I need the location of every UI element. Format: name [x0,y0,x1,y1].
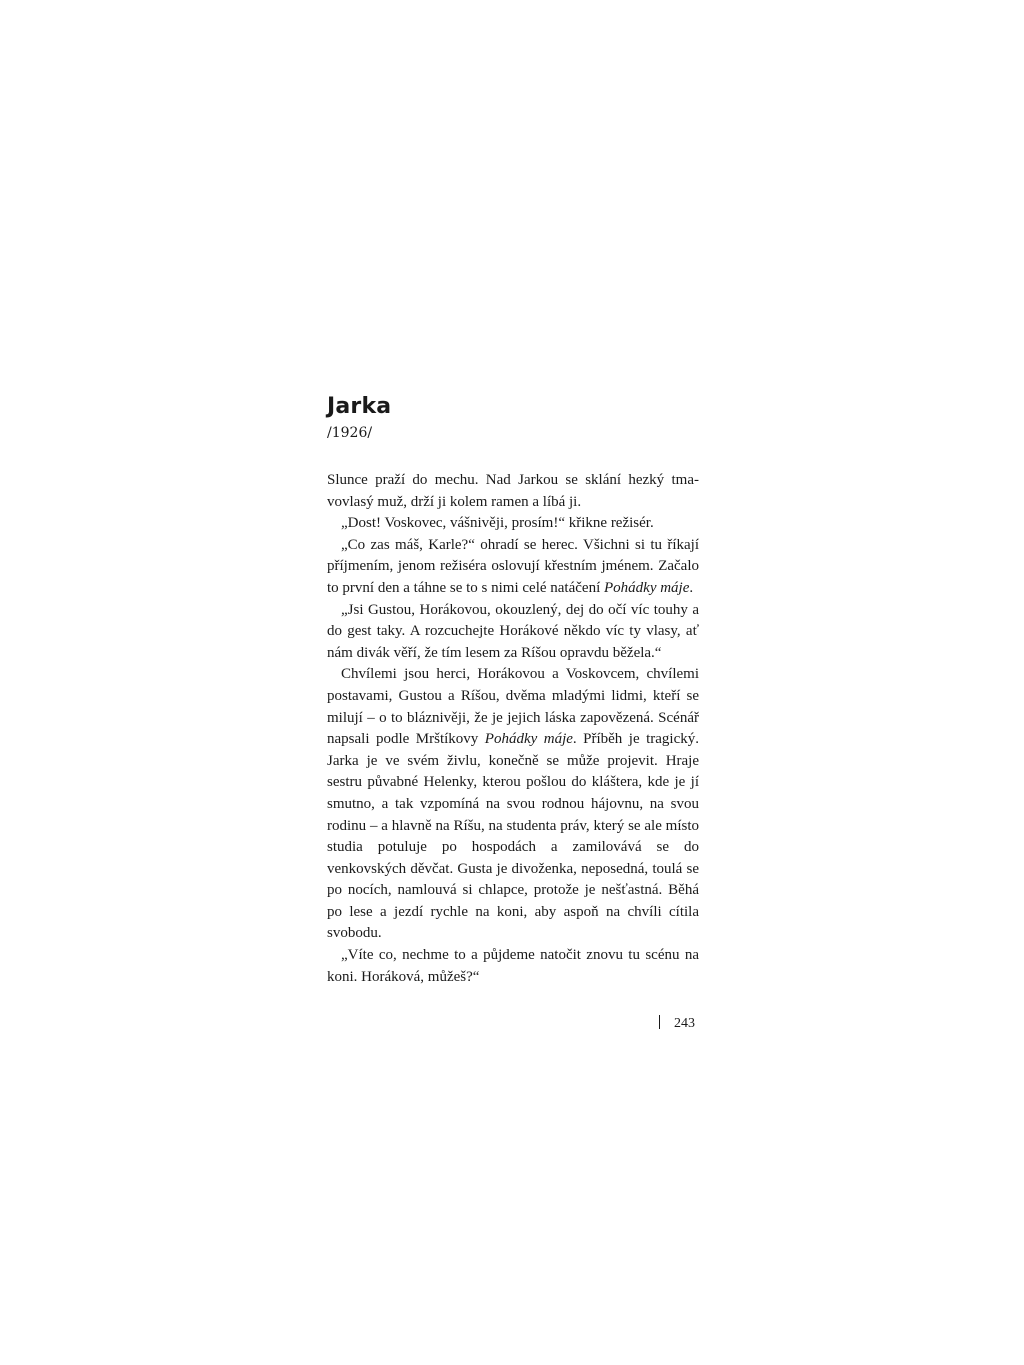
paragraph [327,535,699,600]
paragraph-text: „Víte co, nechme to a půjdeme natočit znovu tu scénu na koni. Horáková, můžeš?“ [327,947,699,985]
paragraph [327,945,699,988]
book-page [327,392,699,988]
paragraph [327,664,699,945]
folio-divider [659,1015,660,1029]
paragraph [327,513,699,535]
paragraph-text: „Dost! Voskovec, vášnivěji, prosím!“ křikne režisér. [341,515,654,532]
italic-title-text: Pohádky máje [604,579,690,596]
paragraph [327,600,699,665]
page-number: 243 [674,1016,695,1031]
italic-title-text: Pohádky máje [484,731,573,748]
paragraph-text: . Příběh je tragický. Jarka je ve svém živlu, konečně se může projevit. Hraje sestru půvabné Helenky, kterou pošlou do kláštera, kde je jí smutno, a tak vzpomíná na svou rodnou hájovnu, na svou rodinu – a hlavně na Ríšu, na studenta práv, který se ale místo studia potuluje po hospodách a zamilovává se do venkovských děvčat. Gusta je divoženka, neposedná, toulá se po nocích, namlouvá si chlapce, protože je nešťastná. Běhá po lese a jezdí rychle na koni, aby aspoň na chvíli cítila svobodu. [327,731,699,942]
paragraph [327,470,699,513]
chapter-title: Jarka [327,394,392,419]
paragraph-text: „Jsi Gustou, Horákovou, okouzlený, dej do očí víc touhy a do gest taky. A rozcuchejte Horákové někdo víc ty vlasy, ať nám divák věří, že tím lesem za Ríšou opravdu běžela.“ [327,601,699,661]
chapter-year: /1926/ [327,425,373,441]
paragraph-text: „Co zas máš, Karle?“ ohradí se herec. Všichni si tu říkají příjmením, jenom režiséra oslovují křestním jménem. Začalo to první den a táhne se to s nimi celé natáčení [327,536,699,596]
page-footer [659,1014,695,1034]
body-text [327,470,699,988]
paragraph-text: Slunce praží do mechu. Nad Jarkou se sklání hezký tmavovlasý muž, drží ji kolem ramen a líbá ji. [327,472,699,510]
paragraph-text: . [689,579,694,596]
paragraph-text: Chvílemi jsou herci, Horákovou a Voskovcem, chvílemi postavami, Gustou a Ríšou, dvěma mladými lidmi, kteří se milují – o to bláznivěji, že je jejich láska zapovězená. Scénář napsali podle Mrštíkovy [327,666,699,748]
